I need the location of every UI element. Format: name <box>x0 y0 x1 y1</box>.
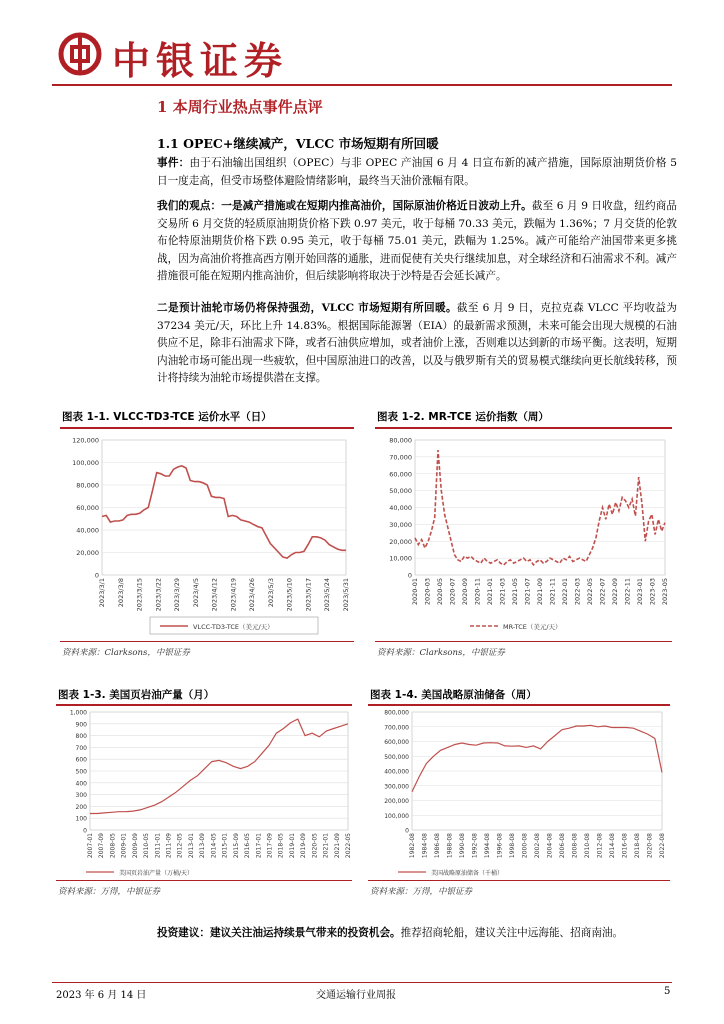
x-tick-label: 2020-07 <box>448 578 457 606</box>
y-tick-label: 400 <box>75 780 87 788</box>
figure-1-1-top-rule <box>60 427 354 429</box>
legend-label: MR-TCE（美元/天） <box>503 623 562 631</box>
y-tick-label: 300,000 <box>384 783 409 791</box>
x-tick-label: 2015-09 <box>232 833 240 859</box>
paragraph-event <box>157 155 677 190</box>
y-tick-label: 0 <box>94 571 99 580</box>
y-tick-label: 700 <box>75 744 87 752</box>
x-tick-label: 2023-01 <box>636 578 644 606</box>
x-tick-label: 1998-08 <box>509 833 516 859</box>
x-tick-label: 2020-08 <box>646 833 654 859</box>
paragraph-view-2-lead: 二是预计油轮市场仍将保持强劲，VLCC 市场短期有所回暖。 <box>157 302 457 314</box>
x-tick-label: 2023-03 <box>648 578 657 606</box>
figure-1-1-title: 图表 1-1. VLCC-TD3-TCE 运价水平（日） <box>62 411 272 423</box>
figure-1-2-top-rule <box>375 427 672 429</box>
figure-1-4-title: 图表 1-4. 美国战略原油储备（周） <box>370 689 537 701</box>
x-tick-label: 2023/4/12 <box>210 578 219 612</box>
x-tick-label: 2014-05 <box>210 833 218 859</box>
x-tick-label: 2021-05 <box>511 578 519 606</box>
x-tick-label: 2022-09 <box>611 578 619 606</box>
y-tick-label: 10,000 <box>389 554 412 563</box>
y-tick-label: 80,000 <box>76 481 99 490</box>
y-tick-label: 0 <box>83 827 87 835</box>
x-tick-label: 2020-03 <box>423 578 432 606</box>
x-tick-label: 2023/3/8 <box>116 578 125 608</box>
x-tick-label: 2017-01 <box>255 833 263 859</box>
x-tick-label: 1988-08 <box>446 833 454 859</box>
y-tick-label: 300 <box>75 792 87 800</box>
y-tick-label: 60,000 <box>389 470 412 479</box>
x-tick-label: 2023/4/5 <box>191 578 200 608</box>
chart-mr <box>375 430 672 638</box>
y-tick-label: 200,000 <box>384 798 409 805</box>
x-tick-label: 2022-11 <box>623 578 632 606</box>
x-tick-label: 2023/5/24 <box>323 578 332 612</box>
x-tick-label: 2023/5/31 <box>342 578 350 612</box>
x-tick-label: 2022-07 <box>598 578 607 606</box>
x-tick-label: 2021-01 <box>486 578 494 606</box>
series-line <box>90 719 348 813</box>
x-tick-label: 2008-05 <box>109 833 117 859</box>
x-tick-label: 1992-08 <box>471 833 479 859</box>
x-tick-label: 2020-01 <box>411 578 419 606</box>
paragraph-view-1-body: 截至 6 月 9 日收盘，纽约商品交易所 6 月交货的轻质原油期货价格下跌 0.97 美元，收于每桶 70.33 美元，跌幅为 1.36%；7 月交货的伦敦布伦特原油期货价格下跌 0.95 美元，收于每桶 75.01 美元，跌幅为 1.25%。减产可能给产油国带来更多挑战，因为高油价将推高西方刚开始回落的通胀，进而促使有关央行继续加息，对全球经济和石油需求不利。减产措施很可能在短期内推高油价，但后续影响将取决于沙特是否会延长减产。 <box>157 200 677 282</box>
y-tick-label: 120,000 <box>72 436 99 445</box>
header-rule <box>52 84 672 86</box>
figure-1-2-title: 图表 1-2. MR-TCE 运价指数（周） <box>377 411 549 423</box>
x-tick-label: 1982-08 <box>409 833 416 859</box>
x-tick-label: 2021-09 <box>333 833 341 859</box>
paragraph-view-1 <box>157 198 677 286</box>
x-tick-label: 2022-05 <box>586 578 594 606</box>
brand-name: 中银证券 <box>112 39 289 83</box>
legend-label: 美国战略原油储备（千桶） <box>431 870 504 877</box>
x-tick-label: 2013-01 <box>187 833 195 859</box>
y-tick-label: 900 <box>75 721 87 729</box>
x-tick-label: 2010-05 <box>143 833 151 859</box>
investment-advice-lead: 投资建议：建议关注油运持续景气带来的投资机会。 <box>157 927 401 939</box>
x-tick-label: 1984-08 <box>421 833 429 859</box>
y-tick-label: 100,000 <box>72 459 99 467</box>
paragraph-view-2-body: 截至 6 月 9 日，克拉克森 VLCC 平均收益为 37234 美元/天，环比上升 14.83%。根据国际能源署（EIA）的最新需求预测，未来可能会出现大规模的石油供应不足，除非石油需求下降，或者石油供应增加，或者油价上涨，否则难以达到新的市场平衡。这表明，短期内油轮市场可能出现一些疲软，但中国原油进口的改善，以及与俄罗斯有关的贸易模式继续向更长航线转移，预计将持续为油轮市场提供潜在支撑。 <box>157 302 677 384</box>
x-tick-label: 2023/3/15 <box>135 578 144 612</box>
footer-rule <box>52 982 672 983</box>
y-tick-label: 800 <box>75 733 87 741</box>
y-tick-label: 600 <box>75 756 87 764</box>
x-tick-label: 2020-05 <box>311 833 319 859</box>
x-tick-label: 2020-09 <box>461 578 469 606</box>
x-tick-label: 2022-03 <box>573 578 582 606</box>
x-tick-label: 2004-08 <box>546 833 554 859</box>
y-tick-label: 100 <box>75 815 87 823</box>
x-tick-label: 2018-08 <box>634 833 641 859</box>
chart-spr <box>368 706 670 882</box>
x-tick-label: 2023/4/19 <box>229 578 238 612</box>
y-tick-label: 600,000 <box>384 739 409 746</box>
x-tick-label: 2006-08 <box>559 833 566 859</box>
x-tick-label: 1986-08 <box>434 833 441 859</box>
paragraph-event-lead: 事件： <box>157 157 190 169</box>
y-tick-label: 70,000 <box>389 453 412 462</box>
x-tick-label: 2017-09 <box>266 833 274 859</box>
y-tick-label: 40,000 <box>389 504 412 512</box>
x-tick-label: 2023/5/17 <box>304 578 313 612</box>
paragraph-view-1-lead: 我们的观点：一是减产措施或在短期内推高油价，国际原油价格近日波动上升。 <box>157 200 532 212</box>
x-tick-label: 2007-09 <box>98 833 106 859</box>
figure-1-4-bottom-rule <box>368 880 670 881</box>
x-tick-label: 2013-09 <box>199 833 207 859</box>
y-tick-label: 50,000 <box>389 487 412 496</box>
y-tick-label: 20,000 <box>76 549 99 557</box>
y-tick-label: 80,000 <box>389 436 412 445</box>
x-tick-label: 1994-08 <box>484 833 491 859</box>
investment-advice-body: 推荐招商轮船，建议关注中远海能、招商南油。 <box>400 927 624 939</box>
y-tick-label: 1,000 <box>69 709 87 717</box>
x-tick-label: 2009-09 <box>131 833 139 859</box>
y-tick-label: 0 <box>407 571 412 580</box>
section-title: 1 本周行业热点事件点评 <box>157 98 323 116</box>
footer-page: 5 <box>664 986 671 997</box>
x-tick-label: 2021-09 <box>536 578 544 606</box>
x-tick-label: 2023/5/3 <box>266 578 275 608</box>
x-tick-label: 2021-11 <box>548 578 557 606</box>
footer-date: 2023 年 6 月 14 日 <box>56 990 147 1001</box>
x-tick-label: 2023/5/10 <box>285 578 294 612</box>
x-tick-label: 2018-05 <box>277 833 285 859</box>
figure-1-2-source: 资料来源：Clarksons，中银证券 <box>377 648 505 658</box>
investment-advice <box>157 925 697 943</box>
paragraph-view-2 <box>157 300 677 388</box>
x-tick-label: 2012-05 <box>176 833 184 859</box>
x-tick-label: 2002-08 <box>534 833 541 859</box>
x-tick-label: 2012-08 <box>596 833 604 859</box>
chart-shale <box>56 706 352 882</box>
x-tick-label: 1996-08 <box>496 833 504 859</box>
x-tick-label: 2022-05 <box>345 833 352 859</box>
legend-label: VLCC-TD3-TCE（美元/天） <box>193 623 274 631</box>
y-tick-label: 500 <box>75 768 87 776</box>
x-tick-label: 2019-09 <box>300 833 308 859</box>
figure-1-2-bottom-rule <box>375 641 672 642</box>
y-tick-label: 30,000 <box>389 520 412 529</box>
x-tick-label: 2020-05 <box>436 578 444 606</box>
x-tick-label: 2023/3/29 <box>173 578 182 612</box>
x-tick-label: 2023/4/26 <box>248 578 257 612</box>
subsection-title: 1.1 OPEC+继续减产，VLCC 市场短期有所回暖 <box>157 136 439 151</box>
x-tick-label: 2021-03 <box>498 578 507 606</box>
x-tick-label: 2016-08 <box>621 833 629 859</box>
y-tick-label: 500,000 <box>384 753 409 761</box>
x-tick-label: 1990-08 <box>459 833 466 859</box>
y-tick-label: 400,000 <box>384 768 409 776</box>
y-tick-label: 60,000 <box>76 504 99 512</box>
y-tick-label: 40,000 <box>76 526 99 535</box>
x-tick-label: 2016-05 <box>244 833 252 859</box>
paragraph-event-body: 由于石油输出国组织（OPEC）与非 OPEC 产油国 6 月 4 日宣布新的减产措施，国际原油期货价格 5 日一度走高，但受市场整体避险情绪影响，最终当天油价涨幅有限。 <box>157 157 678 187</box>
x-tick-label: 2010-08 <box>584 833 591 859</box>
legend-label: 美国页岩油产量（万桶/天） <box>119 870 194 877</box>
x-tick-label: 2021-01 <box>322 833 330 859</box>
x-tick-label: 2007-01 <box>87 833 94 859</box>
x-tick-label: 2011-09 <box>165 833 173 859</box>
series-line <box>412 725 662 791</box>
chart-vlcc <box>60 430 354 638</box>
x-tick-label: 2023/3/22 <box>154 578 163 612</box>
x-tick-label: 2019-01 <box>288 833 296 859</box>
x-tick-label: 2022-08 <box>659 833 666 859</box>
x-tick-label: 2011-01 <box>154 833 162 859</box>
x-tick-label: 2009-01 <box>120 833 128 859</box>
y-tick-label: 800,000 <box>384 709 409 717</box>
x-tick-label: 2021-07 <box>523 578 532 606</box>
x-tick-label: 2020-11 <box>473 578 482 606</box>
y-tick-label: 0 <box>405 827 409 835</box>
x-tick-label: 2008-08 <box>571 833 579 859</box>
x-tick-label: 2015-01 <box>221 833 229 859</box>
x-tick-label: 2023/3/1 <box>98 578 106 608</box>
x-tick-label: 2022-01 <box>561 578 569 606</box>
x-tick-label: 2023-05 <box>661 578 669 606</box>
y-tick-label: 100,000 <box>384 812 409 820</box>
logo-icon <box>58 32 102 76</box>
series-line <box>102 466 346 558</box>
figure-1-3-title: 图表 1-3. 美国页岩油产量（月） <box>58 689 215 701</box>
figure-1-1-bottom-rule <box>60 641 354 642</box>
y-tick-label: 700,000 <box>384 724 409 732</box>
figure-1-4-source: 资料来源：万得，中银证券 <box>370 887 473 897</box>
x-tick-label: 2014-08 <box>609 833 616 859</box>
y-tick-label: 200 <box>75 803 87 811</box>
figure-1-3-source: 资料来源：万得，中银证券 <box>58 887 161 897</box>
y-tick-label: 20,000 <box>389 537 412 546</box>
figure-1-3-bottom-rule <box>56 880 352 881</box>
figure-1-1-source: 资料来源：Clarksons，中银证券 <box>62 648 190 658</box>
footer-report: 交通运输行业周报 <box>316 990 396 1001</box>
x-tick-label: 2000-08 <box>521 833 529 859</box>
